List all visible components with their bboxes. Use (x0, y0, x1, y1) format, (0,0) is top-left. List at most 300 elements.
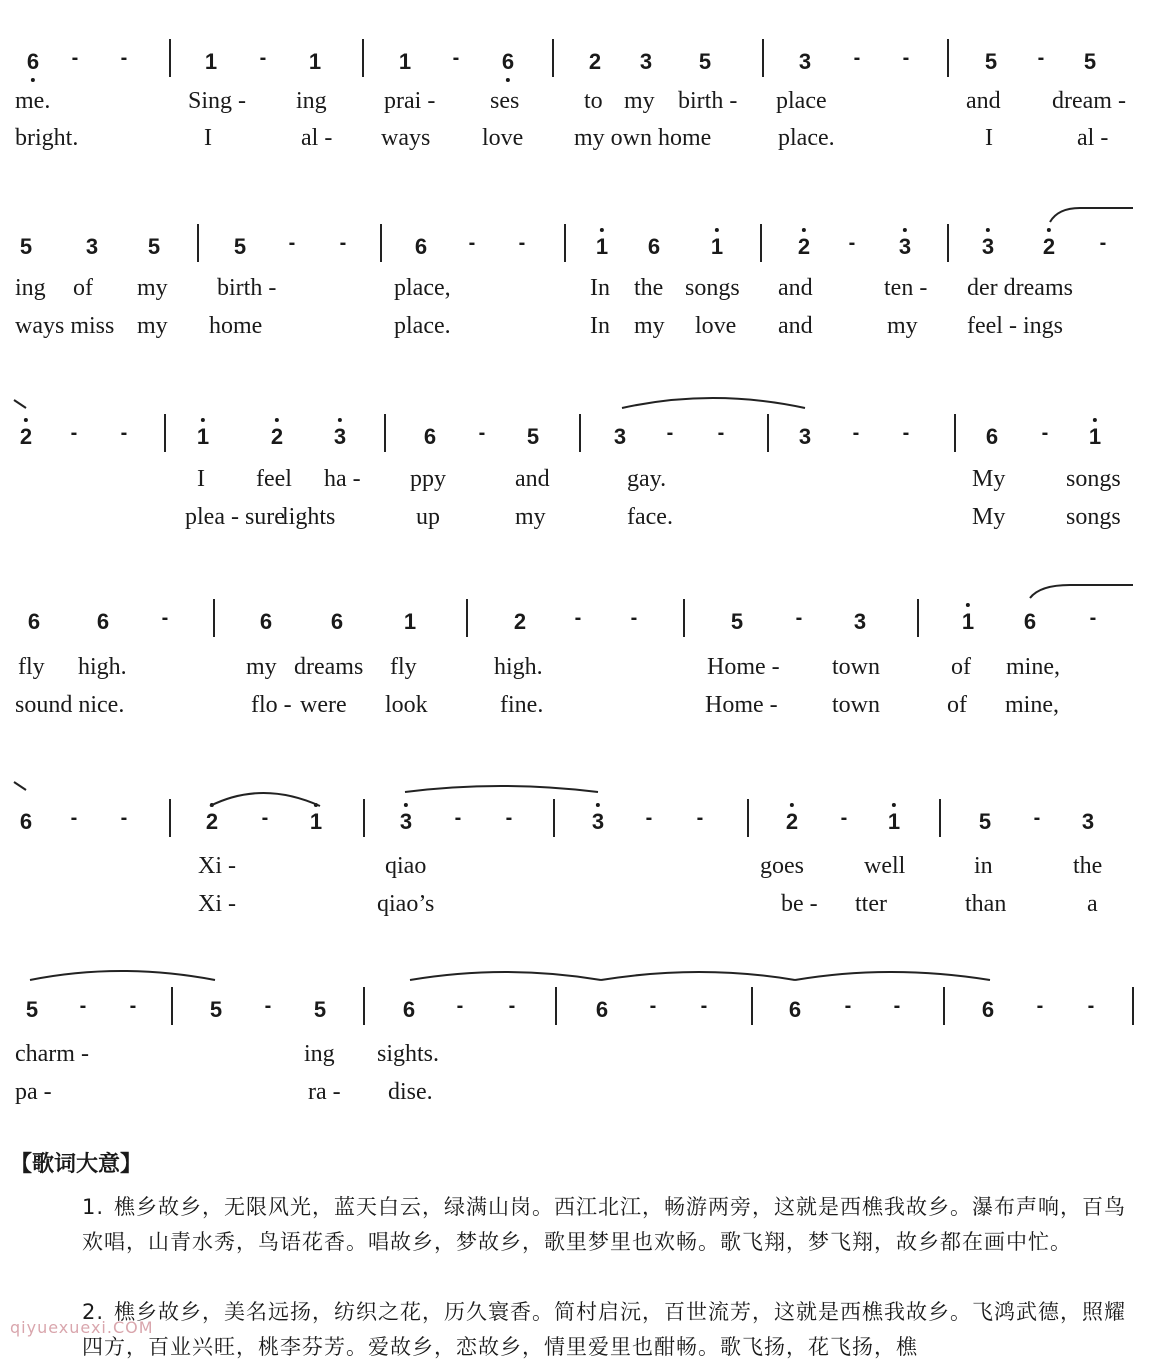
duration-dash (903, 422, 910, 445)
barline (1132, 987, 1134, 1025)
note-text: 5 (313, 997, 327, 1022)
lyric-syllable: ra - (308, 1079, 341, 1105)
item-number: 2. (82, 1300, 105, 1324)
note-text: - (120, 807, 128, 829)
tie-arc (410, 972, 601, 980)
duration-dash (340, 232, 347, 255)
lyric-syllable: and (966, 88, 1001, 114)
note-numeral (799, 424, 811, 450)
lyric-syllable: My (972, 504, 1006, 530)
duration-dash (1037, 995, 1044, 1018)
note-text: 5 (147, 234, 161, 259)
note-numeral (789, 997, 801, 1023)
lyric-syllable: me. (15, 88, 51, 114)
note-text: 1 (309, 809, 323, 834)
note-text: 2 (205, 809, 219, 834)
duration-dash (845, 995, 852, 1018)
octave-dot-above (1093, 418, 1097, 422)
lyric-line-2 (0, 125, 1150, 155)
lyric-syllable: than (965, 891, 1007, 917)
octave-dot-above (24, 418, 28, 422)
lyric-syllable: charm - (15, 1041, 89, 1067)
note-numeral (589, 49, 601, 75)
note-text: - (468, 232, 476, 254)
barline (760, 224, 762, 262)
note-text: - (71, 47, 79, 69)
note-numeral (1024, 609, 1036, 635)
note-text: - (902, 422, 910, 444)
note-numeral (28, 609, 40, 635)
note-text: - (454, 807, 462, 829)
note-text: 3 (639, 49, 653, 74)
note-row (0, 605, 1150, 645)
note-numeral (798, 234, 810, 260)
lyric-syllable: look (385, 692, 428, 718)
note-text: 5 (526, 424, 540, 449)
note-numeral (20, 234, 32, 260)
duration-dash (455, 807, 462, 830)
note-text: 6 (259, 609, 273, 634)
note-numeral (592, 809, 604, 835)
note-numeral (596, 997, 608, 1023)
duration-dash (479, 422, 486, 445)
note-text: 6 (96, 609, 110, 634)
lyric-syllable: prai - (384, 88, 436, 114)
lyric-syllable: home (209, 313, 263, 339)
note-text: 1 (961, 609, 975, 634)
note-text: 6 (19, 809, 33, 834)
note-text: 2 (588, 49, 602, 74)
lyric-syllable: up (416, 504, 440, 530)
note-text: 6 (985, 424, 999, 449)
barline (552, 39, 554, 77)
lyric-syllable: songs (1066, 466, 1121, 492)
tie-arc (622, 398, 805, 408)
note-numeral (596, 234, 608, 260)
note-text: 3 (333, 424, 347, 449)
barline (747, 799, 749, 837)
octave-dot-above (790, 803, 794, 807)
duration-dash (260, 47, 267, 70)
duration-dash (1042, 422, 1049, 445)
note-numeral (206, 809, 218, 835)
lyric-syllable: dreams (294, 654, 364, 680)
note-numeral (502, 49, 514, 75)
note-text: - (645, 807, 653, 829)
note-text: - (1037, 47, 1045, 69)
lyric-syllable: flo - (251, 692, 292, 718)
note-row (0, 45, 1150, 85)
duration-dash (853, 422, 860, 445)
note-numeral (614, 424, 626, 450)
note-text: 1 (595, 234, 609, 259)
octave-dot-above (338, 418, 342, 422)
note-text: - (700, 995, 708, 1017)
lyrics-meaning-item-1 (50, 1190, 1135, 1260)
barline (164, 414, 166, 452)
note-text: - (518, 232, 526, 254)
lyric-syllable: and (778, 313, 813, 339)
note-numeral (404, 609, 416, 635)
note-text: 6 (501, 49, 515, 74)
lyric-syllable: place. (778, 125, 835, 151)
lyric-line-1 (0, 88, 1150, 118)
note-text: 1 (1088, 424, 1102, 449)
duration-dash (509, 995, 516, 1018)
note-text: - (70, 422, 78, 444)
note-text: - (717, 422, 725, 444)
note-text: 3 (853, 609, 867, 634)
tie-arc (30, 971, 215, 980)
note-text: - (852, 422, 860, 444)
note-text: 5 (978, 809, 992, 834)
duration-dash (1034, 807, 1041, 830)
lyric-syllable: feel (256, 466, 292, 492)
duration-dash (575, 607, 582, 630)
lyric-syllable: of (951, 654, 971, 680)
barline (939, 799, 941, 837)
note-text: - (261, 807, 269, 829)
note-numeral (648, 234, 660, 260)
duration-dash (718, 422, 725, 445)
note-text: - (452, 47, 460, 69)
note-text: 6 (423, 424, 437, 449)
lyric-line-1 (0, 466, 1150, 496)
note-text: 3 (1081, 809, 1095, 834)
lyric-syllable: love (695, 313, 737, 339)
note-text: 3 (798, 49, 812, 74)
octave-dot-above (966, 603, 970, 607)
duration-dash (650, 995, 657, 1018)
note-numeral (514, 609, 526, 635)
barline (169, 39, 171, 77)
duration-dash (796, 607, 803, 630)
note-text: 5 (209, 997, 223, 1022)
note-numeral (1089, 424, 1101, 450)
note-numeral (699, 49, 711, 75)
octave-dot-below (506, 78, 510, 82)
note-text: - (1099, 232, 1107, 254)
lyric-syllable: dream - (1052, 88, 1126, 114)
note-text: 3 (591, 809, 605, 834)
lyric-syllable: to (584, 88, 603, 114)
note-text: 1 (204, 49, 218, 74)
lyric-syllable: ha - (324, 466, 361, 492)
note-numeral (1043, 234, 1055, 260)
note-text: 2 (1042, 234, 1056, 259)
note-numeral (986, 424, 998, 450)
note-text: - (902, 47, 910, 69)
lyric-line-2 (0, 692, 1150, 722)
tie-arc (795, 972, 990, 980)
lyric-syllable: al - (1077, 125, 1109, 151)
tie-arc (1030, 585, 1133, 598)
note-text: 3 (85, 234, 99, 259)
duration-dash (849, 232, 856, 255)
lyric-syllable: place, (394, 275, 451, 301)
lyric-line-2 (0, 504, 1150, 534)
note-numeral (197, 424, 209, 450)
octave-dot-above (275, 418, 279, 422)
octave-dot-above (201, 418, 205, 422)
lyric-syllable: my (137, 313, 168, 339)
note-text: - (649, 995, 657, 1017)
lyric-syllable: ing (304, 1041, 335, 1067)
note-text: 6 (414, 234, 428, 259)
note-text: - (696, 807, 704, 829)
duration-dash (130, 995, 137, 1018)
lyric-syllable: ing (15, 275, 46, 301)
octave-dot-above (596, 803, 600, 807)
barline (553, 799, 555, 837)
lyrics-meaning-title: 【歌词大意】 (10, 1152, 143, 1177)
lyric-syllable: ways miss (15, 313, 115, 339)
note-text: 1 (710, 234, 724, 259)
note-numeral (26, 997, 38, 1023)
lyric-line-2 (0, 1079, 1150, 1109)
lyric-syllable: ses (490, 88, 520, 114)
lyric-syllable: der dreams (967, 275, 1073, 301)
note-numeral (1084, 49, 1096, 75)
tie-arc (14, 782, 26, 790)
note-text: - (844, 995, 852, 1017)
lyric-syllable: birth - (217, 275, 277, 301)
note-numeral (334, 424, 346, 450)
barline (579, 414, 581, 452)
lyric-syllable: qiao’s (377, 891, 435, 917)
note-numeral (403, 997, 415, 1023)
lyric-line-2 (0, 891, 1150, 921)
barline (564, 224, 566, 262)
note-numeral (979, 809, 991, 835)
item-number: 1. (82, 1195, 105, 1219)
note-text: - (853, 47, 861, 69)
lyric-syllable: lights (282, 504, 336, 530)
lyric-syllable: Home - (705, 692, 778, 718)
lyric-syllable: my (137, 275, 168, 301)
barline (683, 599, 685, 637)
note-text: - (264, 995, 272, 1017)
note-numeral (731, 609, 743, 635)
note-text: 5 (19, 234, 33, 259)
lyric-syllable: ten - (884, 275, 928, 301)
note-text: - (505, 807, 513, 829)
barline (762, 39, 764, 77)
lyric-syllable: I (985, 125, 993, 151)
octave-dot-above (903, 228, 907, 232)
duration-dash (121, 47, 128, 70)
note-numeral (97, 609, 109, 635)
lyric-syllable: place. (394, 313, 451, 339)
lyric-syllable: al - (301, 125, 333, 151)
note-text: 1 (196, 424, 210, 449)
lyric-syllable: well (864, 853, 906, 879)
note-text: 5 (1083, 49, 1097, 74)
duration-dash (71, 422, 78, 445)
lyric-syllable: and (515, 466, 550, 492)
note-text: - (508, 995, 516, 1017)
note-text: - (1041, 422, 1049, 444)
lyric-syllable: in (974, 853, 993, 879)
note-text: - (129, 995, 137, 1017)
note-numeral (799, 49, 811, 75)
lyric-syllable: songs (685, 275, 740, 301)
lyric-syllable: town (832, 654, 880, 680)
note-row (0, 230, 1150, 270)
note-text: - (288, 232, 296, 254)
duration-dash (697, 807, 704, 830)
barline (947, 39, 949, 77)
note-numeral (899, 234, 911, 260)
octave-dot-above (404, 803, 408, 807)
note-text: 5 (984, 49, 998, 74)
lyric-line-1 (0, 853, 1150, 883)
lyric-syllable: high. (494, 654, 543, 680)
note-numeral (400, 809, 412, 835)
note-text: 2 (785, 809, 799, 834)
note-numeral (234, 234, 246, 260)
lyric-line-1 (0, 275, 1150, 305)
duration-dash (631, 607, 638, 630)
note-numeral (786, 809, 798, 835)
barline (943, 987, 945, 1025)
note-numeral (424, 424, 436, 450)
note-numeral (205, 49, 217, 75)
duration-dash (289, 232, 296, 255)
note-text: 6 (330, 609, 344, 634)
octave-dot-above (600, 228, 604, 232)
note-numeral (331, 609, 343, 635)
lyric-syllable: my (246, 654, 277, 680)
duration-dash (121, 807, 128, 830)
note-text: 3 (981, 234, 995, 259)
note-numeral (854, 609, 866, 635)
item-text: 樵乡故乡，无限风光，蓝天白云，绿满山岗。西江北江，畅游两旁，这就是西樵我故乡。瀑布声响，百鸟欢唱，山青水秀，鸟语花香。唱故乡，梦故乡，歌里梦里也欢畅。歌飞翔，梦飞翔，故乡都在画中忙。 (82, 1195, 1126, 1254)
barline (197, 224, 199, 262)
note-text: 6 (788, 997, 802, 1022)
lyric-syllable: I (197, 466, 205, 492)
lyric-syllable: love (482, 125, 524, 151)
note-text: 2 (270, 424, 284, 449)
lyric-syllable: dise. (388, 1079, 433, 1105)
lyric-syllable: In (590, 275, 610, 301)
lyric-syllable: birth - (678, 88, 738, 114)
note-numeral (148, 234, 160, 260)
barline (384, 414, 386, 452)
lyric-syllable: were (300, 692, 347, 718)
note-numeral (399, 49, 411, 75)
note-text: 3 (613, 424, 627, 449)
duration-dash (841, 807, 848, 830)
duration-dash (80, 995, 87, 1018)
note-numeral (310, 809, 322, 835)
note-text: - (795, 607, 803, 629)
note-text: - (848, 232, 856, 254)
note-text: - (666, 422, 674, 444)
octave-dot-above (210, 803, 214, 807)
watermark: qiyuexuexi.COM (10, 1318, 154, 1337)
duration-dash (1100, 232, 1107, 255)
note-text: 6 (647, 234, 661, 259)
barline (362, 39, 364, 77)
lyric-syllable: plea - sure (185, 504, 285, 530)
duration-dash (72, 47, 79, 70)
duration-dash (1088, 995, 1095, 1018)
note-text: 1 (403, 609, 417, 634)
note-numeral (985, 49, 997, 75)
note-text: 1 (887, 809, 901, 834)
lyric-syllable: Xi - (198, 853, 236, 879)
note-numeral (86, 234, 98, 260)
lyric-syllable: My (972, 466, 1006, 492)
lyric-syllable: ways (381, 125, 431, 151)
note-numeral (20, 809, 32, 835)
lyric-syllable: feel - ings (967, 313, 1063, 339)
note-text: 1 (308, 49, 322, 74)
lyric-syllable: Sing - (188, 88, 247, 114)
tie-arc (405, 786, 598, 792)
octave-dot-above (986, 228, 990, 232)
note-text: - (1033, 807, 1041, 829)
lyric-syllable: face. (627, 504, 673, 530)
note-text: - (840, 807, 848, 829)
barline (917, 599, 919, 637)
note-row (0, 420, 1150, 460)
barline (751, 987, 753, 1025)
octave-dot-above (892, 803, 896, 807)
note-numeral (20, 424, 32, 450)
octave-dot-above (1047, 228, 1051, 232)
note-text: 2 (513, 609, 527, 634)
lyric-syllable: bright. (15, 125, 79, 151)
octave-dot-below (31, 78, 35, 82)
duration-dash (162, 607, 169, 630)
note-text: 2 (797, 234, 811, 259)
lyric-syllable: the (1073, 853, 1103, 879)
lyric-syllable: mine, (1005, 692, 1059, 718)
lyric-syllable: I (204, 125, 212, 151)
lyric-syllable: goes (760, 853, 804, 879)
note-numeral (314, 997, 326, 1023)
octave-dot-above (802, 228, 806, 232)
note-row (0, 993, 1150, 1033)
barline (555, 987, 557, 1025)
barline (380, 224, 382, 262)
lyric-syllable: qiao (385, 853, 427, 879)
octave-dot-above (314, 803, 318, 807)
lyric-syllable: and (778, 275, 813, 301)
note-text: - (630, 607, 638, 629)
lyric-syllable: fly (18, 654, 45, 680)
note-text: - (70, 807, 78, 829)
note-numeral (711, 234, 723, 260)
note-numeral (962, 609, 974, 635)
note-text: - (574, 607, 582, 629)
duration-dash (701, 995, 708, 1018)
note-numeral (982, 997, 994, 1023)
note-text: 5 (730, 609, 744, 634)
note-text: - (478, 422, 486, 444)
item-text: 樵乡故乡，美名远扬，纺织之花，历久寰香。简村启沅，百世流芳，这就是西樵我故乡。飞鸿武德，照耀四方，百业兴旺，桃李芬芳。爱故乡，恋故乡，情里爱里也酣畅。歌飞扬，花飞扬，樵 (82, 1300, 1126, 1359)
note-text: - (259, 47, 267, 69)
note-numeral (527, 424, 539, 450)
lyric-syllable: sights. (377, 1041, 440, 1067)
lyric-syllable: a (1087, 891, 1098, 917)
lyric-syllable: Home - (707, 654, 780, 680)
duration-dash (1090, 607, 1097, 630)
lyric-syllable: In (590, 313, 610, 339)
note-text: - (1036, 995, 1044, 1017)
